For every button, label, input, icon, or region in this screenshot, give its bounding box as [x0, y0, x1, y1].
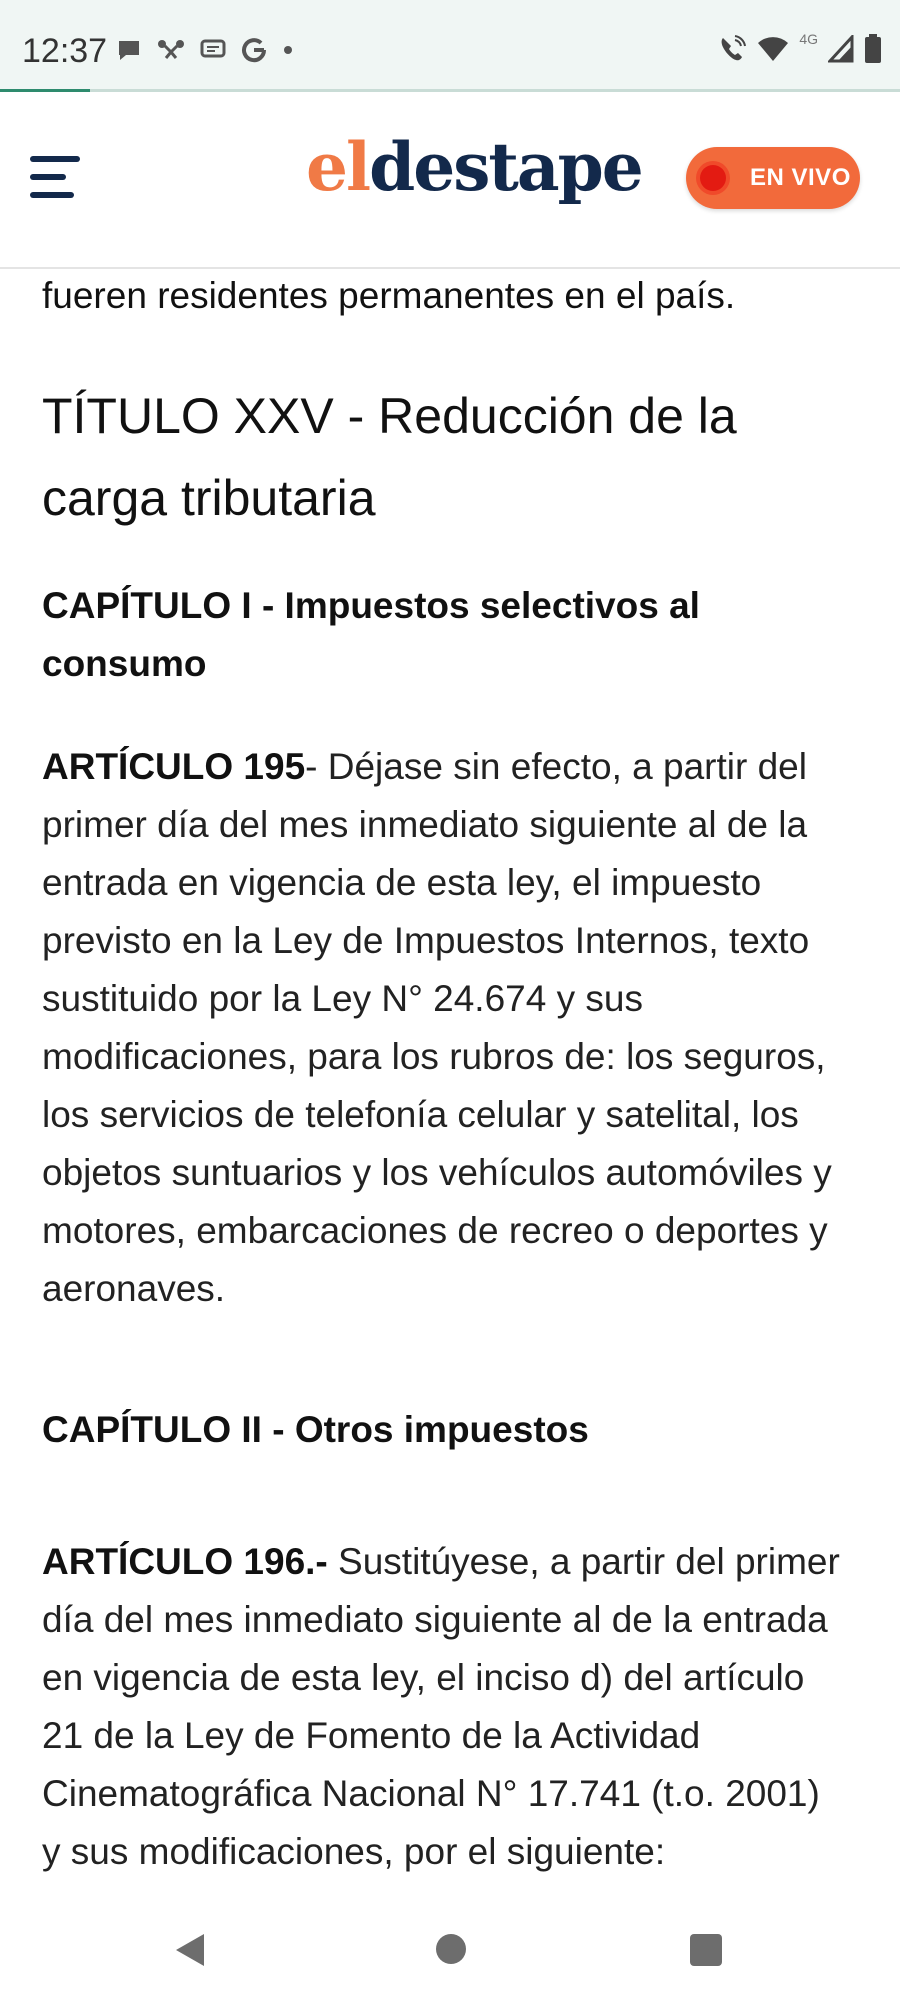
article-body — [42, 267, 842, 1900]
system-icons — [717, 31, 882, 64]
logo-destape: destape — [369, 128, 642, 206]
dot-icon — [282, 44, 294, 56]
menu-icon-bar — [30, 174, 66, 180]
chapter-heading: CAPÍTULO II - Otros impuestos — [42, 1409, 589, 1450]
article-195-text: - Déjase sin efecto, a partir del primer día del mes inmediato siguiente al de la entrada en vigencia de esta ley, el impuesto previsto en la Ley de Impuestos Internos, texto sustituido por la Ley N° 24.674 y sus modificaciones, para los rubros de: los seguros, los servicios de telefonía celular y satelital, los objetos suntuarios y los vehículos automóviles y motores, embarcaciones de recreo o deportes y aeronaves. — [42, 746, 832, 1309]
battery-icon — [864, 34, 882, 64]
site-header — [0, 92, 900, 269]
message-icon — [200, 38, 226, 62]
logo-el: el — [306, 128, 370, 206]
signal-icon — [828, 35, 854, 63]
network-type: 4G — [799, 31, 818, 47]
site-logo[interactable] — [306, 128, 642, 206]
article-196 — [42, 1533, 842, 1881]
back-icon[interactable] — [174, 1932, 206, 1968]
menu-icon-bar — [30, 192, 74, 198]
article-196-text: Sustitúyese, a partir del primer día del mes inmediato siguiente al de la entrada en vigencia de esta ley, el inciso d) del artículo 21 de la Ley de Fomento de la Actividad Cinematográfica Nacional N° 17.741 (t.o. 2001) y sus modificaciones, por el siguiente: — [42, 1541, 840, 1872]
live-dot-icon — [700, 165, 726, 191]
menu-button[interactable] — [30, 152, 84, 202]
article-paragraph: fueren residentes permanentes en el país. — [42, 275, 736, 316]
section-title: TÍTULO XXV - Reducción de la carga tributaria — [42, 388, 737, 526]
chapter-heading: CAPÍTULO I - Impuestos selectivos al consumo — [42, 585, 700, 684]
menu-icon — [30, 156, 80, 162]
article-196-heading: ARTÍCULO 196.- — [42, 1541, 328, 1582]
notification-icons — [116, 36, 294, 64]
home-icon[interactable] — [436, 1934, 466, 1964]
system-nav-bar — [0, 1900, 900, 2000]
drone-icon — [156, 38, 186, 62]
live-label: EN VIVO — [750, 164, 851, 191]
google-icon — [240, 36, 268, 64]
recents-icon[interactable] — [690, 1934, 722, 1966]
wifi-call-icon — [717, 34, 747, 64]
status-time: 12:37 — [22, 32, 108, 70]
article-195 — [42, 738, 842, 1318]
wifi-icon — [757, 35, 789, 63]
live-button[interactable] — [686, 147, 860, 209]
article-195-heading: ARTÍCULO 195 — [42, 746, 306, 787]
status-bar — [0, 0, 900, 92]
chat-icon — [116, 38, 142, 62]
